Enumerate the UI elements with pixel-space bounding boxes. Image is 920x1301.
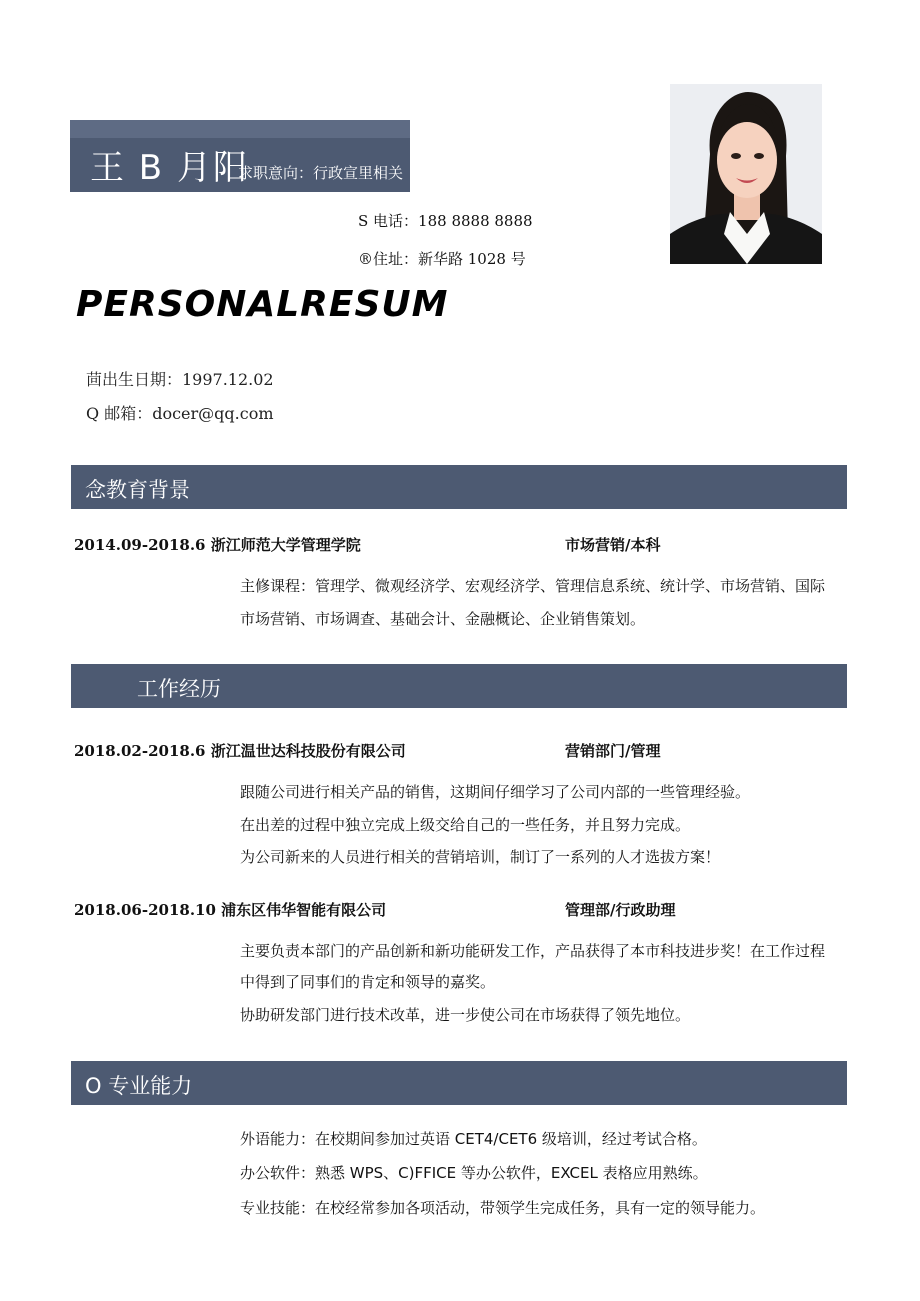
skills-title: O 专业能力 xyxy=(85,1074,193,1098)
skills-line: 外语能力：在校期间参加过英语 CET4/CET6 级培训，经过考试合格。 xyxy=(240,1130,707,1148)
work-desc-line: 主要负责本部门的产品创新和新功能研发工作，产品获得了本市科技进步奖！在工作过程 xyxy=(240,942,826,960)
work-desc-line: 跟随公司进行相关产品的销售，这期间仔细学习了公司内部的一些管理经验。 xyxy=(240,783,751,801)
education-desc-line: 主修课程：管理学、微观经济学、宏观经济学、管理信息系统、统计学、市场营销、国际 xyxy=(240,577,826,595)
education-desc-line: 市场营销、市场调查、基础会计、金融概论、企业销售策划。 xyxy=(240,610,646,628)
work-desc-line: 协助研发部门进行技术改革，进一步使公司在市场获得了领先地位。 xyxy=(240,1006,691,1024)
work-desc-line: 在出差的过程中独立完成上级交给自己的一些任务，并且努力完成。 xyxy=(240,816,691,834)
work-entry-company: 2018.02-2018.6 浙江温世达科技股份有限公司 xyxy=(74,742,406,760)
education-school: 2014.09-2018.6 浙江师范大学管理学院 xyxy=(74,536,361,554)
education-major: 市场营销/本科 xyxy=(565,536,661,554)
email-line: Q 邮箱：docer@qq.com xyxy=(86,404,274,423)
skills-section-header xyxy=(71,1061,847,1105)
name-banner-tab xyxy=(70,120,410,138)
work-entry-company: 2018.06-2018.10 浦东区伟华智能有限公司 xyxy=(74,901,387,919)
work-title: 工作经历 xyxy=(137,677,221,701)
job-intent: 求职意向：行政宣里相关 xyxy=(238,164,404,182)
address-line: ®住址：新华路 1028 号 xyxy=(358,250,526,268)
resume-title: PERSONALRESUM xyxy=(76,284,449,325)
education-section-header xyxy=(71,465,847,509)
work-section-header xyxy=(71,664,847,708)
profile-photo xyxy=(670,84,822,264)
work-desc-line: 为公司新来的人员进行相关的营销培训，制订了一系列的人才选拔方案！ xyxy=(240,848,721,866)
work-desc-line: 中得到了同事们的肯定和领导的嘉奖。 xyxy=(240,973,496,991)
birth-date-line: 茴出生日期：1997.12.02 xyxy=(86,370,274,389)
skills-line: 专业技能：在校经常参加各项活动，带领学生完成任务，具有一定的领导能力。 xyxy=(240,1199,766,1217)
candidate-name: 王 B 月阳 xyxy=(90,148,249,188)
education-title: 念教育背景 xyxy=(85,478,190,502)
skills-line: 办公软件：熟悉 WPS、C)FFICE 等办公软件，EXCEL 表格应用熟练。 xyxy=(240,1164,708,1182)
work-entry-role: 营销部门/管理 xyxy=(565,742,661,760)
phone-line: S 电话：188 8888 8888 xyxy=(358,212,533,230)
portrait-image xyxy=(670,84,822,264)
work-entry-role: 管理部/行政助理 xyxy=(565,901,676,919)
